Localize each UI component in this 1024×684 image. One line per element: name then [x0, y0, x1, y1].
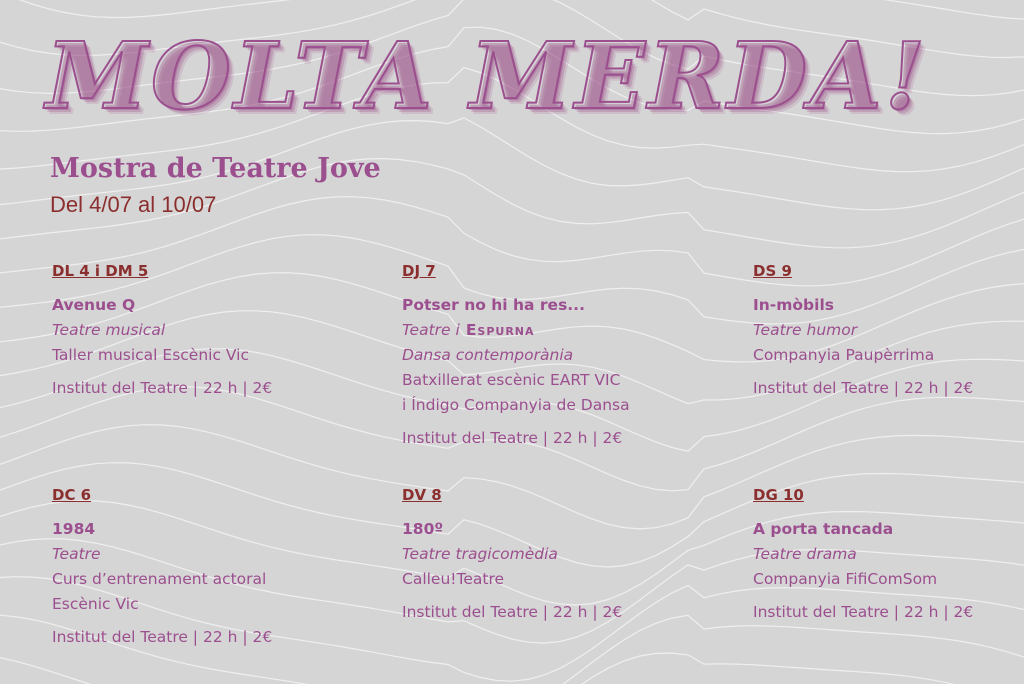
event-title: Potser no hi ha res...	[402, 296, 585, 314]
event-genre: Teatre drama	[753, 545, 857, 563]
event-title: In-mòbils	[753, 296, 834, 314]
event-title: Avenue Q	[52, 296, 136, 314]
event-venue: Institut del Teatre | 22 h | 2€	[52, 628, 273, 646]
event-card-1984	[52, 486, 352, 650]
event-day: DV 8	[402, 486, 442, 504]
event-company: i Índigo Companyia de Dansa	[402, 396, 630, 414]
event-venue: Institut del Teatre | 22 h | 2€	[753, 603, 974, 621]
wave-line	[0, 0, 1024, 19]
event-venue: Institut del Teatre | 22 h | 2€	[402, 603, 623, 621]
event-genre: Teatre tragicomèdia	[402, 545, 558, 563]
event-company: Companyia Paupèrrima	[753, 346, 935, 364]
event-day: DG 10	[753, 486, 804, 504]
event-genre: Teatre musical	[52, 321, 166, 339]
event-card-avenue-q	[52, 262, 352, 401]
event-company: Curs d’entrenament actoral	[52, 570, 267, 588]
event-day: DS 9	[753, 262, 792, 280]
event-genre-secondary: Dansa contemporània	[402, 346, 574, 364]
event-company: Taller musical Escènic Vic	[52, 346, 250, 364]
company-brand: Espurna	[465, 321, 535, 339]
event-company: Batxillerat escènic EART VIC	[402, 371, 621, 389]
event-genre-text: Teatre i	[402, 321, 460, 339]
event-genre: Teatre	[52, 545, 101, 563]
event-card-a-porta-tancada	[753, 486, 1024, 625]
event-genre	[402, 318, 702, 343]
event-card-180	[402, 486, 702, 625]
event-title: 180º	[402, 520, 444, 538]
event-day: DL 4 i DM 5	[52, 262, 149, 280]
event-genre: Teatre humor	[753, 321, 858, 339]
event-venue: Institut del Teatre | 22 h | 2€	[52, 379, 273, 397]
event-card-potser	[402, 262, 702, 451]
event-dates: Del 4/07 al 10/07	[50, 192, 217, 217]
poster-title: MOLTA MERDA!	[46, 22, 928, 130]
event-company: Calleu!Teatre	[402, 570, 505, 588]
event-venue: Institut del Teatre | 22 h | 2€	[753, 379, 974, 397]
event-title: 1984	[52, 520, 96, 538]
event-day: DJ 7	[402, 262, 436, 280]
event-venue: Institut del Teatre | 22 h | 2€	[402, 429, 623, 447]
event-title: A porta tancada	[753, 520, 894, 538]
event-company: Escènic Vic	[52, 595, 139, 613]
wave-line	[0, 653, 1024, 684]
event-card-in-mobils	[753, 262, 1024, 401]
event-day: DC 6	[52, 486, 92, 504]
event-subtitle: Mostra de Teatre Jove	[50, 153, 381, 184]
event-company: Companyia FifiComSom	[753, 570, 938, 588]
